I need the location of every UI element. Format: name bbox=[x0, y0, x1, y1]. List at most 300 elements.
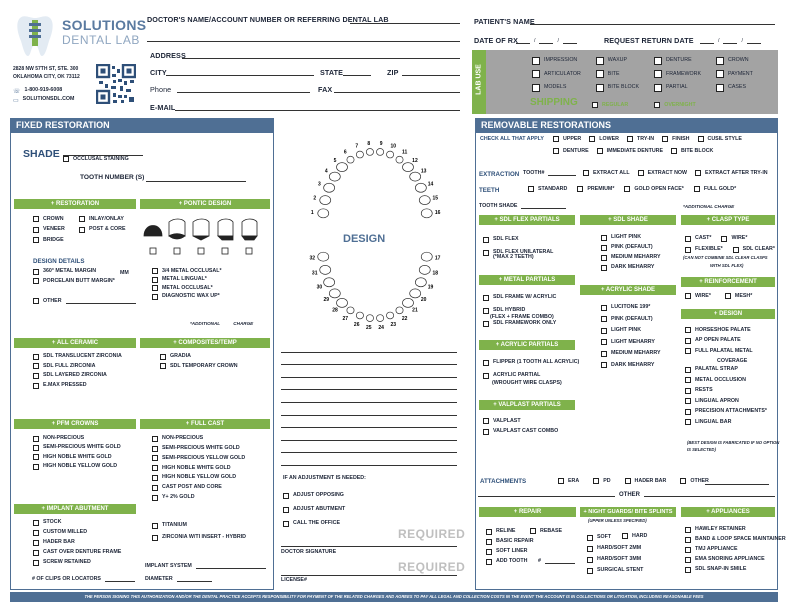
option-titanium[interactable] bbox=[152, 520, 246, 532]
call-the-office-checkbox[interactable] bbox=[283, 521, 289, 527]
add-tooth-checkbox[interactable] bbox=[486, 559, 492, 565]
sdl-layered-zirconia-checkbox[interactable] bbox=[33, 373, 39, 379]
option-porcelain-butt-margin[interactable] bbox=[33, 277, 115, 287]
option-surgical-stent[interactable] bbox=[587, 565, 643, 576]
extract-after-try-in-checkbox[interactable] bbox=[695, 170, 701, 176]
sdl-hybrid-checkbox[interactable] bbox=[483, 308, 489, 314]
rebase-checkbox[interactable] bbox=[530, 528, 536, 534]
option-ema-snoring-appliance[interactable] bbox=[685, 555, 786, 565]
option-wire[interactable] bbox=[721, 233, 747, 244]
option-label: HIGH NOBLE WHITE GOLD bbox=[43, 453, 112, 460]
option-lingual-bar[interactable] bbox=[685, 417, 767, 428]
light-pink-checkbox[interactable] bbox=[601, 235, 607, 241]
horseshoe-palate-checkbox[interactable] bbox=[685, 327, 691, 333]
tooth-19[interactable] bbox=[415, 278, 426, 287]
attachments-other-field[interactable] bbox=[705, 484, 769, 485]
option-sdl-clear[interactable] bbox=[733, 244, 775, 255]
option-standard[interactable] bbox=[528, 185, 567, 194]
license-line[interactable] bbox=[281, 575, 457, 576]
sdl-temporary-crown-checkbox[interactable] bbox=[160, 363, 166, 369]
overnight-checkbox[interactable] bbox=[654, 102, 660, 108]
lower-checkbox[interactable] bbox=[589, 136, 595, 142]
option-hader-bar[interactable] bbox=[625, 477, 667, 486]
regular-checkbox[interactable] bbox=[592, 102, 598, 108]
option-full-palatal-metal[interactable] bbox=[685, 346, 767, 357]
cases-checkbox[interactable] bbox=[716, 84, 724, 92]
metal-lingual-checkbox[interactable] bbox=[152, 277, 158, 283]
tooth-8[interactable] bbox=[366, 149, 373, 156]
sdl-clear-checkbox[interactable] bbox=[733, 247, 739, 253]
tooth-number-field[interactable] bbox=[146, 181, 246, 182]
screw-retained-checkbox[interactable] bbox=[33, 560, 39, 566]
bridge-checkbox[interactable] bbox=[33, 237, 39, 243]
sdl-frame-w-acrylic-checkbox[interactable] bbox=[483, 295, 489, 301]
option-call-the-office[interactable] bbox=[283, 517, 345, 531]
pd-checkbox[interactable] bbox=[593, 478, 599, 484]
upper-checkbox[interactable] bbox=[553, 136, 559, 142]
hard-soft-3mm-checkbox[interactable] bbox=[587, 557, 593, 563]
phone-field[interactable] bbox=[177, 92, 310, 93]
option-stock[interactable] bbox=[33, 518, 121, 528]
crown-checkbox[interactable] bbox=[716, 57, 724, 65]
option-hard-soft-3mm[interactable] bbox=[587, 554, 643, 565]
sdl-translucent-zirconia-checkbox[interactable] bbox=[33, 354, 39, 360]
360-metal-margin-checkbox[interactable] bbox=[33, 269, 39, 275]
tooth-9[interactable] bbox=[376, 149, 383, 156]
lab-use-bite-block[interactable] bbox=[596, 81, 639, 95]
payment-checkbox[interactable] bbox=[716, 70, 724, 78]
option-cast[interactable] bbox=[685, 233, 711, 244]
option-ap-open-palate[interactable] bbox=[685, 336, 767, 347]
high-noble-white-gold-checkbox[interactable] bbox=[152, 465, 158, 471]
notes-lines[interactable] bbox=[281, 340, 457, 466]
premium-checkbox[interactable] bbox=[577, 186, 583, 192]
option-post-core[interactable] bbox=[79, 225, 126, 236]
option-light-pink[interactable] bbox=[601, 233, 661, 243]
option-label: HIGH NOBLE WHITE GOLD bbox=[162, 464, 231, 471]
tooth-21[interactable] bbox=[402, 298, 413, 307]
denture-checkbox[interactable] bbox=[654, 57, 662, 65]
e-max-pressed-checkbox[interactable] bbox=[33, 383, 39, 389]
tooth-17[interactable] bbox=[421, 252, 432, 261]
extraction-tooth-field[interactable] bbox=[548, 170, 576, 176]
option-denture[interactable] bbox=[553, 147, 589, 156]
other-checkbox[interactable] bbox=[33, 298, 39, 304]
option-reline[interactable] bbox=[486, 527, 534, 537]
option-extract-now[interactable] bbox=[638, 169, 687, 178]
option-adjust-abutment[interactable] bbox=[283, 503, 345, 517]
post-core-checkbox[interactable] bbox=[79, 227, 85, 233]
full-cast-bar: + FULL CAST bbox=[140, 419, 270, 429]
cusil-style-checkbox[interactable] bbox=[698, 136, 704, 142]
metal-occlusal-checkbox[interactable] bbox=[152, 285, 158, 291]
patient-field[interactable] bbox=[530, 24, 775, 25]
option-screw-retained[interactable] bbox=[33, 558, 121, 568]
option-finish[interactable] bbox=[662, 135, 689, 144]
acrylic-partial-checkbox[interactable] bbox=[483, 373, 489, 379]
wire-checkbox[interactable] bbox=[721, 236, 727, 242]
option-dark-meharry[interactable] bbox=[601, 360, 661, 372]
doctor-field-2[interactable] bbox=[147, 41, 460, 42]
option-high-noble-yellow-gold[interactable] bbox=[152, 473, 245, 483]
try-in-checkbox[interactable] bbox=[627, 136, 633, 142]
lucitone-199-checkbox[interactable] bbox=[601, 305, 607, 311]
semi-precious-white-gold-checkbox[interactable] bbox=[33, 445, 39, 451]
reline-checkbox[interactable] bbox=[486, 529, 492, 535]
basic-repair-checkbox[interactable] bbox=[486, 539, 492, 545]
option-non-precious[interactable] bbox=[152, 434, 245, 444]
clips-field[interactable] bbox=[105, 576, 135, 582]
tooth-6[interactable] bbox=[347, 156, 354, 163]
tooth-29[interactable] bbox=[329, 289, 340, 298]
option-palatal-strap[interactable] bbox=[685, 365, 767, 376]
option-horseshoe-palate[interactable] bbox=[685, 325, 767, 336]
option-basic-repair[interactable] bbox=[486, 537, 534, 547]
option-diagnostic-wax-up[interactable] bbox=[152, 293, 222, 302]
valplast-checkbox[interactable] bbox=[483, 418, 489, 424]
pink-default-checkbox[interactable] bbox=[601, 245, 607, 251]
option-pink-default[interactable] bbox=[601, 314, 661, 326]
option-sdl-frame-w-acrylic[interactable] bbox=[483, 291, 556, 304]
immediate-denture-checkbox[interactable] bbox=[597, 148, 603, 154]
tooth-27[interactable] bbox=[347, 307, 354, 314]
non-precious-checkbox[interactable] bbox=[33, 436, 39, 442]
option-metal-occlusion[interactable] bbox=[685, 375, 767, 386]
cast-checkbox[interactable] bbox=[685, 236, 691, 242]
option-semi-precious-yellow-gold[interactable] bbox=[152, 454, 245, 464]
sdl-snap-in-smile-checkbox[interactable] bbox=[685, 567, 691, 573]
tooth-14[interactable] bbox=[415, 183, 426, 192]
option-gradia[interactable] bbox=[160, 352, 238, 362]
cast-over-denture-frame-checkbox[interactable] bbox=[33, 550, 39, 556]
precision-attachments-checkbox[interactable] bbox=[685, 409, 691, 415]
option-metal-occlusal[interactable] bbox=[152, 284, 222, 293]
veneer-checkbox[interactable] bbox=[33, 227, 39, 233]
option-lucitone-199[interactable] bbox=[601, 302, 661, 314]
option-non-precious[interactable] bbox=[33, 434, 121, 443]
option-hader-bar[interactable] bbox=[33, 538, 121, 548]
option-y-2-gold[interactable] bbox=[152, 493, 245, 503]
hader-bar-checkbox[interactable] bbox=[625, 478, 631, 484]
hard-soft-2mm-checkbox[interactable] bbox=[587, 546, 593, 552]
option-mesh[interactable] bbox=[725, 292, 752, 301]
era-checkbox[interactable] bbox=[558, 478, 564, 484]
waxup-checkbox[interactable] bbox=[596, 57, 604, 65]
option-immediate-denture[interactable] bbox=[597, 147, 663, 156]
option-sdl-layered-zirconia[interactable] bbox=[33, 371, 122, 381]
option-band-loop-space-maintainer[interactable] bbox=[685, 535, 786, 545]
option-sdl-snap-in-smile[interactable] bbox=[685, 565, 786, 575]
lab-use-payment[interactable] bbox=[716, 68, 753, 82]
option-semi-precious-white-gold[interactable] bbox=[33, 443, 121, 452]
models-checkbox[interactable] bbox=[532, 84, 540, 92]
option-high-noble-yellow-gold[interactable] bbox=[33, 462, 121, 471]
signature-line[interactable] bbox=[281, 546, 457, 547]
tooth-2[interactable] bbox=[320, 196, 331, 205]
valplast-cast-combo-checkbox[interactable] bbox=[483, 429, 489, 435]
pink-default-checkbox[interactable] bbox=[601, 316, 607, 322]
implant-system-field[interactable] bbox=[196, 563, 266, 569]
option-label: HORSESHOE PALATE bbox=[695, 326, 751, 333]
option-light-meharry[interactable] bbox=[601, 337, 661, 349]
other-field[interactable] bbox=[66, 298, 136, 304]
option-hard-soft-2mm[interactable] bbox=[587, 543, 643, 554]
high-noble-yellow-gold-checkbox[interactable] bbox=[33, 464, 39, 470]
medium-meharry-checkbox[interactable] bbox=[601, 351, 607, 357]
option-cusil-style[interactable] bbox=[698, 135, 742, 144]
hader-bar-checkbox[interactable] bbox=[33, 540, 39, 546]
rests-checkbox[interactable] bbox=[685, 388, 691, 394]
tooth-25[interactable] bbox=[366, 315, 373, 322]
ap-open-palate-checkbox[interactable] bbox=[685, 338, 691, 344]
tooth-13[interactable] bbox=[410, 172, 421, 181]
extract-all-checkbox[interactable] bbox=[583, 170, 589, 176]
lab-use-partial[interactable] bbox=[654, 81, 701, 95]
high-noble-white-gold-checkbox[interactable] bbox=[33, 454, 39, 460]
custom-milled-checkbox[interactable] bbox=[33, 530, 39, 536]
option-sdl-flex[interactable] bbox=[483, 233, 553, 246]
bite-checkbox[interactable] bbox=[596, 70, 604, 78]
lab-website: ▭ SOLUTIONSDL.COM bbox=[13, 96, 75, 104]
diameter-field[interactable] bbox=[177, 576, 212, 582]
tooth-11[interactable] bbox=[396, 156, 403, 163]
option-lingual-apron[interactable] bbox=[685, 396, 767, 407]
tooth-7[interactable] bbox=[356, 151, 363, 158]
finish-checkbox[interactable] bbox=[662, 136, 668, 142]
standard-checkbox[interactable] bbox=[528, 186, 534, 192]
option-cast-post-and-core[interactable] bbox=[152, 483, 245, 493]
option-full-gold[interactable] bbox=[694, 185, 736, 194]
option-valplast[interactable] bbox=[483, 416, 558, 427]
option-light-pink[interactable] bbox=[601, 325, 661, 337]
option-semi-precious-white-gold[interactable] bbox=[152, 444, 245, 454]
tooth-4[interactable] bbox=[329, 172, 340, 181]
option-era[interactable] bbox=[558, 477, 579, 486]
cast-post-and-core-checkbox[interactable] bbox=[152, 485, 158, 491]
option-cast-over-denture-frame[interactable] bbox=[33, 548, 121, 558]
lab-use-cases[interactable] bbox=[716, 81, 753, 95]
tooth-10[interactable] bbox=[386, 151, 393, 158]
option-sdl-full-zirconia[interactable] bbox=[33, 362, 122, 372]
add-tooth-field[interactable] bbox=[545, 558, 575, 564]
hawley-retainer-checkbox[interactable] bbox=[685, 527, 691, 533]
lab-use-waxup[interactable] bbox=[596, 54, 639, 68]
palatal-strap-checkbox[interactable] bbox=[685, 367, 691, 373]
option-flipper-1-tooth-all-acrylic[interactable] bbox=[483, 356, 579, 369]
lab-use-framework[interactable] bbox=[654, 68, 701, 82]
tooth-16[interactable] bbox=[421, 209, 432, 218]
y-2-gold-checkbox[interactable] bbox=[152, 495, 158, 501]
non-precious-checkbox[interactable] bbox=[152, 436, 158, 442]
soft-liner-checkbox[interactable] bbox=[486, 549, 492, 555]
option-premium[interactable] bbox=[577, 185, 614, 194]
tooth-31[interactable] bbox=[320, 265, 331, 274]
3-4-metal-occlusal-checkbox[interactable] bbox=[152, 268, 158, 274]
option-pd[interactable] bbox=[593, 477, 610, 486]
other-checkbox[interactable] bbox=[680, 478, 686, 484]
tooth-32[interactable] bbox=[318, 252, 329, 261]
option-try-in[interactable] bbox=[627, 135, 654, 144]
lab-use-bite[interactable] bbox=[596, 68, 639, 82]
denture-checkbox[interactable] bbox=[553, 148, 559, 154]
semi-precious-white-gold-checkbox[interactable] bbox=[152, 446, 158, 452]
porcelain-butt-margin-checkbox[interactable] bbox=[33, 278, 39, 284]
tooth-15[interactable] bbox=[419, 196, 430, 205]
tooth-30[interactable] bbox=[324, 278, 335, 287]
option-bite-block[interactable] bbox=[671, 147, 713, 156]
option-precision-attachments[interactable] bbox=[685, 407, 767, 418]
partial-checkbox[interactable] bbox=[654, 84, 662, 92]
option-flexible[interactable] bbox=[685, 244, 723, 255]
sdl-full-zirconia-checkbox[interactable] bbox=[33, 363, 39, 369]
ema-snoring-appliance-checkbox[interactable] bbox=[685, 557, 691, 563]
pfm-crowns-bar: + PFM CROWNS bbox=[14, 419, 136, 429]
option-label: CAST OVER DENTURE FRAME bbox=[43, 549, 122, 556]
option-rests[interactable] bbox=[685, 386, 767, 397]
option-high-noble-white-gold[interactable] bbox=[152, 463, 245, 473]
high-noble-yellow-gold-checkbox[interactable] bbox=[152, 475, 158, 481]
hard-checkbox[interactable] bbox=[622, 533, 628, 539]
gradia-checkbox[interactable] bbox=[160, 354, 166, 360]
lab-use-denture[interactable] bbox=[654, 54, 701, 68]
option-valplast-cast-combo[interactable] bbox=[483, 427, 558, 438]
option-sdl-translucent-zirconia[interactable] bbox=[33, 352, 122, 362]
zip-field[interactable] bbox=[402, 75, 460, 76]
bite-block-checkbox[interactable] bbox=[596, 84, 604, 92]
tooth-shade-field[interactable] bbox=[521, 203, 566, 209]
option-e-max-pressed[interactable] bbox=[33, 381, 122, 391]
framework-checkbox[interactable] bbox=[654, 70, 662, 78]
option-gold-open-face[interactable] bbox=[624, 185, 683, 194]
city-field[interactable] bbox=[166, 75, 314, 76]
option-custom-milled[interactable] bbox=[33, 528, 121, 538]
option-metal-lingual[interactable] bbox=[152, 276, 222, 285]
fax-field[interactable] bbox=[334, 92, 460, 93]
option-upper[interactable] bbox=[553, 135, 581, 144]
tmj-appliance-checkbox[interactable] bbox=[685, 547, 691, 553]
option-medium-meharry[interactable] bbox=[601, 253, 661, 263]
option-soft-liner[interactable] bbox=[486, 547, 534, 557]
sdl-flex-checkbox[interactable] bbox=[483, 237, 489, 243]
medium-meharry-checkbox[interactable] bbox=[601, 255, 607, 261]
option-inlay-onlay[interactable] bbox=[79, 214, 126, 225]
tooth-24[interactable] bbox=[376, 315, 383, 322]
adjust-abutment-checkbox[interactable] bbox=[283, 507, 289, 513]
diagnostic-wax-up-checkbox[interactable] bbox=[152, 294, 158, 300]
gold-open-face-checkbox[interactable] bbox=[624, 186, 630, 192]
sdl-framework-only-checkbox[interactable] bbox=[483, 321, 489, 327]
tooth-22[interactable] bbox=[396, 307, 403, 314]
option-label: FLEXIBLE* bbox=[695, 245, 723, 252]
stock-checkbox[interactable] bbox=[33, 520, 39, 526]
state-field[interactable] bbox=[343, 75, 371, 76]
extract-now-checkbox[interactable] bbox=[638, 170, 644, 176]
tooth-number-label: 15 bbox=[432, 195, 439, 202]
option-add-tooth[interactable] bbox=[486, 557, 534, 567]
option-hawley-retainer[interactable] bbox=[685, 525, 786, 535]
option-dark-meharry[interactable] bbox=[601, 263, 661, 273]
band-loop-space-maintainer-checkbox[interactable] bbox=[685, 537, 691, 543]
option-wire[interactable] bbox=[685, 292, 711, 301]
lingual-bar-checkbox[interactable] bbox=[685, 419, 691, 425]
tooth-1[interactable] bbox=[318, 209, 329, 218]
lab-use-crown[interactable] bbox=[716, 54, 753, 68]
option-extract-after-try-in[interactable] bbox=[695, 169, 768, 178]
bite-block-checkbox[interactable] bbox=[671, 148, 677, 154]
tooth-26[interactable] bbox=[356, 312, 363, 319]
mm-label: MM bbox=[120, 270, 129, 276]
option-zirconia-w-ti-insert-hybrid[interactable] bbox=[152, 532, 246, 544]
design-details-label: DESIGN DETAILS bbox=[33, 258, 85, 265]
metal-occlusion-checkbox[interactable] bbox=[685, 377, 691, 383]
doctor-field[interactable] bbox=[350, 23, 460, 24]
option-crown[interactable] bbox=[33, 214, 65, 225]
tooth-20[interactable] bbox=[410, 289, 421, 298]
return-date-field[interactable]: / / bbox=[700, 37, 761, 44]
light-pink-checkbox[interactable] bbox=[601, 328, 607, 334]
inlay-onlay-checkbox[interactable] bbox=[79, 216, 85, 222]
email-field[interactable] bbox=[175, 110, 460, 111]
option-extract-all[interactable] bbox=[583, 169, 630, 178]
dark-meharry-checkbox[interactable] bbox=[601, 265, 607, 271]
crown-checkbox[interactable] bbox=[33, 216, 39, 222]
lab-use-models[interactable] bbox=[532, 81, 581, 95]
date-rx-field[interactable]: / / bbox=[516, 37, 577, 44]
sdl-flex-unilateral-checkbox[interactable] bbox=[483, 250, 489, 256]
tooth-18[interactable] bbox=[419, 265, 430, 274]
lab-use-articulator[interactable] bbox=[532, 68, 581, 82]
option-lower[interactable] bbox=[589, 135, 619, 144]
adjust-opposing-checkbox[interactable] bbox=[283, 493, 289, 499]
full-gold-checkbox[interactable] bbox=[694, 186, 700, 192]
option-360-metal-margin[interactable] bbox=[33, 267, 115, 277]
address-field[interactable] bbox=[182, 58, 460, 59]
tooth-3[interactable] bbox=[324, 183, 335, 192]
option-pink-default[interactable] bbox=[601, 243, 661, 253]
tooth-28[interactable] bbox=[337, 298, 348, 307]
full-palatal-metal-checkbox[interactable] bbox=[685, 348, 691, 354]
option-veneer[interactable] bbox=[33, 225, 65, 236]
option-adjust-opposing[interactable] bbox=[283, 489, 345, 503]
option-3-4-metal-occlusal[interactable] bbox=[152, 267, 222, 276]
option-label: TRY-IN bbox=[636, 135, 655, 142]
occlusal-staining-checkbox[interactable] bbox=[63, 156, 69, 162]
flipper-1-tooth-all-acrylic-checkbox[interactable] bbox=[483, 360, 489, 366]
lingual-apron-checkbox[interactable] bbox=[685, 398, 691, 404]
tooth-23[interactable] bbox=[386, 312, 393, 319]
lab-use-impression[interactable] bbox=[532, 54, 581, 68]
option-label: PORCELAIN BUTT MARGIN* bbox=[43, 277, 115, 284]
dark-meharry-checkbox[interactable] bbox=[601, 362, 607, 368]
flexible-checkbox[interactable] bbox=[685, 247, 691, 253]
impression-checkbox[interactable] bbox=[532, 57, 540, 65]
mesh-checkbox[interactable] bbox=[725, 293, 731, 299]
zirconia-w-ti-insert-hybrid-checkbox[interactable] bbox=[152, 535, 158, 541]
tooth-5[interactable] bbox=[337, 163, 348, 172]
option-medium-meharry[interactable] bbox=[601, 348, 661, 360]
option-tmj-appliance[interactable] bbox=[685, 545, 786, 555]
option-bridge[interactable] bbox=[33, 235, 65, 246]
semi-precious-yellow-gold-checkbox[interactable] bbox=[152, 455, 158, 461]
surgical-stent-checkbox[interactable] bbox=[587, 568, 593, 574]
option-high-noble-white-gold[interactable] bbox=[33, 453, 121, 462]
wire-checkbox[interactable] bbox=[685, 293, 691, 299]
option-sdl-temporary-crown[interactable] bbox=[160, 362, 238, 372]
titanium-checkbox[interactable] bbox=[152, 523, 158, 529]
soft-checkbox[interactable] bbox=[587, 535, 593, 541]
light-meharry-checkbox[interactable] bbox=[601, 339, 607, 345]
articulator-checkbox[interactable] bbox=[532, 70, 540, 78]
